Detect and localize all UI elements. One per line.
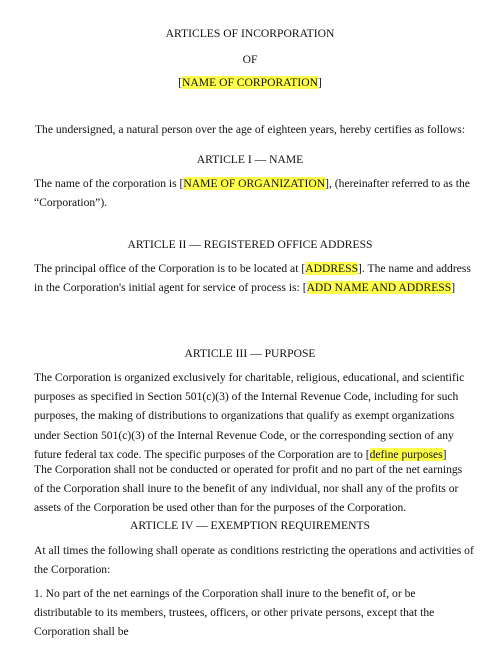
open-bracket: [: [178, 76, 183, 89]
article-1-text-before: The name of the corporation is: [34, 177, 180, 190]
article-2-text: [34, 259, 474, 297]
article-1-text: [34, 174, 474, 212]
open-bracket: [: [301, 262, 306, 275]
intro-paragraph: The undersigned, a natural person over the age of eighteen years, hereby certifies as follows:: [34, 123, 466, 136]
article-3-paragraph-1-text: The Corporation is organized exclusively for charitable, religious, educational, and scientific purposes as specified in Section 501(c)(3) of the Internal Revenue Code, including for such purposes, the making of distributions to organizations that qualify as exempt organizations under Section 501(c)(3) of the Internal Revenue Code, or the corresponding section of any future federal tax code. The specific purposes of the Corporation are to: [34, 371, 465, 461]
article-4-item-1: 1. No part of the net earnings of the Corporation shall inure to the benefit of, or be distributable to its members, trustees, officers, or other private persons, except that the Corporation shall be: [34, 587, 435, 639]
open-bracket: [: [179, 177, 184, 190]
document-title: ARTICLES OF INCORPORATION: [165, 27, 335, 40]
article-4-heading: ARTICLE IV — EXEMPTION REQUIREMENTS: [130, 519, 370, 532]
article-1-heading: ARTICLE I — NAME: [196, 153, 304, 166]
article-3-heading: ARTICLE III — PURPOSE: [184, 347, 316, 360]
open-bracket: [: [365, 447, 370, 461]
article-2-text-before: The principal office of the Corporation is to be located at: [34, 262, 302, 275]
define-purposes-placeholder: define purposes: [369, 447, 443, 461]
close-bracket: ]: [317, 76, 322, 89]
close-bracket: ]: [325, 177, 329, 190]
corporation-name-line: [0, 76, 500, 89]
article-1-text-after: , (hereinafter referred to as the “Corporation”).: [34, 177, 470, 210]
article-3-paragraph-2: The Corporation shall not be conducted or operated for profit and no part of the net earnings of the Corporation shall inure to the benefit of any individual, nor shall any of the profits or assets of the Corporation be used other than for the purposes of the Corporation.: [34, 463, 463, 515]
article-2-text-middle: . The name and address in the Corporation's initial agent for service of process is:: [34, 262, 471, 295]
open-bracket: [: [302, 281, 307, 295]
article-3-paragraph-1: [34, 368, 474, 464]
corporation-name-placeholder: NAME OF CORPORATION: [182, 76, 318, 89]
article-4-paragraph-1: At all times the following shall operate as conditions restricting the operations and activities of the Corporation:: [34, 544, 474, 577]
close-bracket: ]: [358, 262, 362, 275]
close-bracket: ]: [451, 281, 456, 295]
article-2-heading: ARTICLE II — REGISTERED OFFICE ADDRESS: [127, 238, 373, 251]
organization-name-placeholder: NAME OF ORGANIZATION: [183, 177, 326, 190]
agent-name-address-placeholder: ADD NAME AND ADDRESS: [306, 281, 452, 295]
close-bracket: ]: [442, 447, 447, 461]
title-of: OF: [242, 53, 258, 66]
address-placeholder: ADDRESS: [305, 262, 359, 275]
